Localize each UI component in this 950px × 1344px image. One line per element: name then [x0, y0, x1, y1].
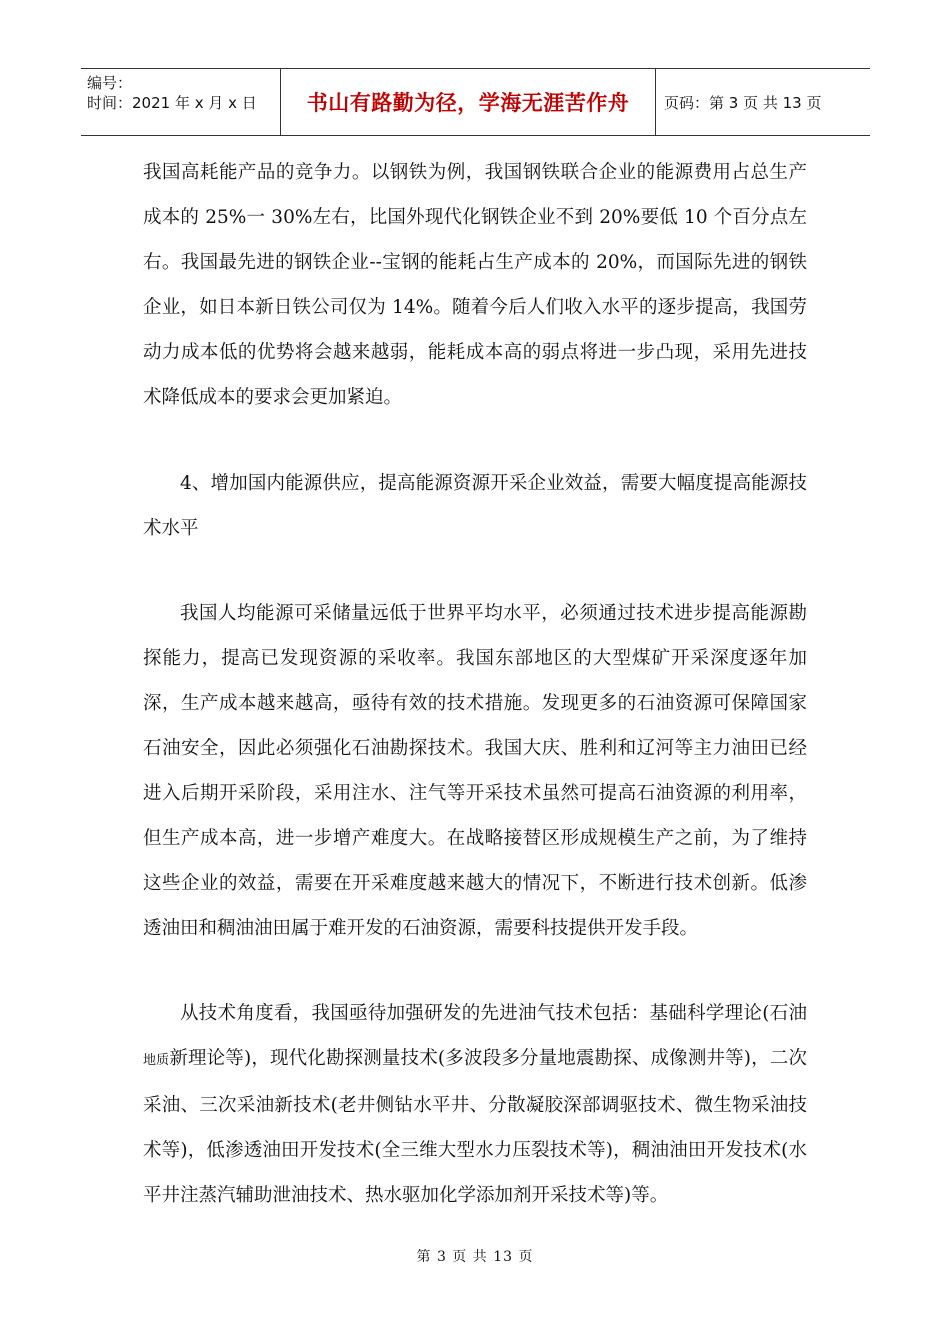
paragraph-exploration: 我国人均能源可采储量远低于世界平均水平，必须通过技术进步提高能源勘探能力，提高已发现资源的采收率。我国东部地区的大型煤矿开采深度逐年加深，生产成本越来越高，亟待有效的技术措施。发现更多的石油资源可保障国家石油安全，因此必须强化石油勘探技术。我国大庆、胜利和辽河等主力油田已经进入后期开采阶段，采用注水、注气等开采技术虽然可提高石油资源的利用率，但生产成本高，进一步增产难度大。在战略接替区形成规模生产之前，为了维持这些企业的效益，需要在开采难度越来越大的情况下，不断进行技术创新。低渗透油田和稠油油田属于难开发的石油资源，需要科技提供开发手段。: [143, 603, 807, 939]
paragraph-steel-cost: 我国高耗能产品的竞争力。以钢铁为例，我国钢铁联合企业的能源费用占总生产成本的 25%一 30%左右，比国外现代化钢铁企业不到 20%要低 10 个百分点左右。我国最先进的钢铁企业--宝钢的能耗占生产成本的 20%，而国际先进的钢铁企业，如日本新日铁公司仅为 14%。随着今后人们收入水平的逐步提高，我国劳动力成本低的优势将会越来越弱，能耗成本高的弱点将进一步凸现，采用先进技术降低成本的要求会更加紧迫。: [143, 162, 807, 408]
document-body: [143, 150, 807, 1218]
header-page-label: 页码：第 3 页 共 13 页: [664, 93, 822, 112]
paragraph-text-part: 从技术角度看，我国亟待加强研发的先进油气技术包括：基础科学理论(石油: [180, 1003, 807, 1024]
document-date-label: 时间：2021 年 x 月 x 日: [87, 94, 257, 112]
header-page-cell: [656, 69, 870, 135]
section-heading-energy-supply: 4、增加国内能源供应，提高能源资源开采企业效益，需要大幅度提高能源技术水平: [143, 473, 807, 539]
footer-page-number: 第 3 页 共 13 页: [416, 1249, 534, 1265]
header-motto: 书山有路勤为径，学海无涯苦作舟: [306, 91, 630, 115]
paragraph-small-text: 地质: [143, 1053, 170, 1068]
page-header: [81, 68, 870, 136]
document-number-label: 编号：: [87, 74, 133, 92]
page-footer: [0, 1246, 950, 1266]
header-motto-cell: [281, 69, 656, 135]
paragraph-oil-gas-technology: [143, 991, 807, 1218]
paragraph-text-part: 新理论等)，现代化勘探测量技术(多波段多分量地震勘探、成像测井等)，二次采油、三次采油新技术(老井侧钻水平井、分散凝胶深部调驱技术、微生物采油技术等)，低渗透油田开发技术(全三维大型水力压裂技术等)，稠油油田开发技术(水平井注蒸汽辅助泄油技术、热水驱加化学添加剂开采技术等)等。: [143, 1048, 807, 1206]
header-meta-cell: [81, 69, 281, 135]
